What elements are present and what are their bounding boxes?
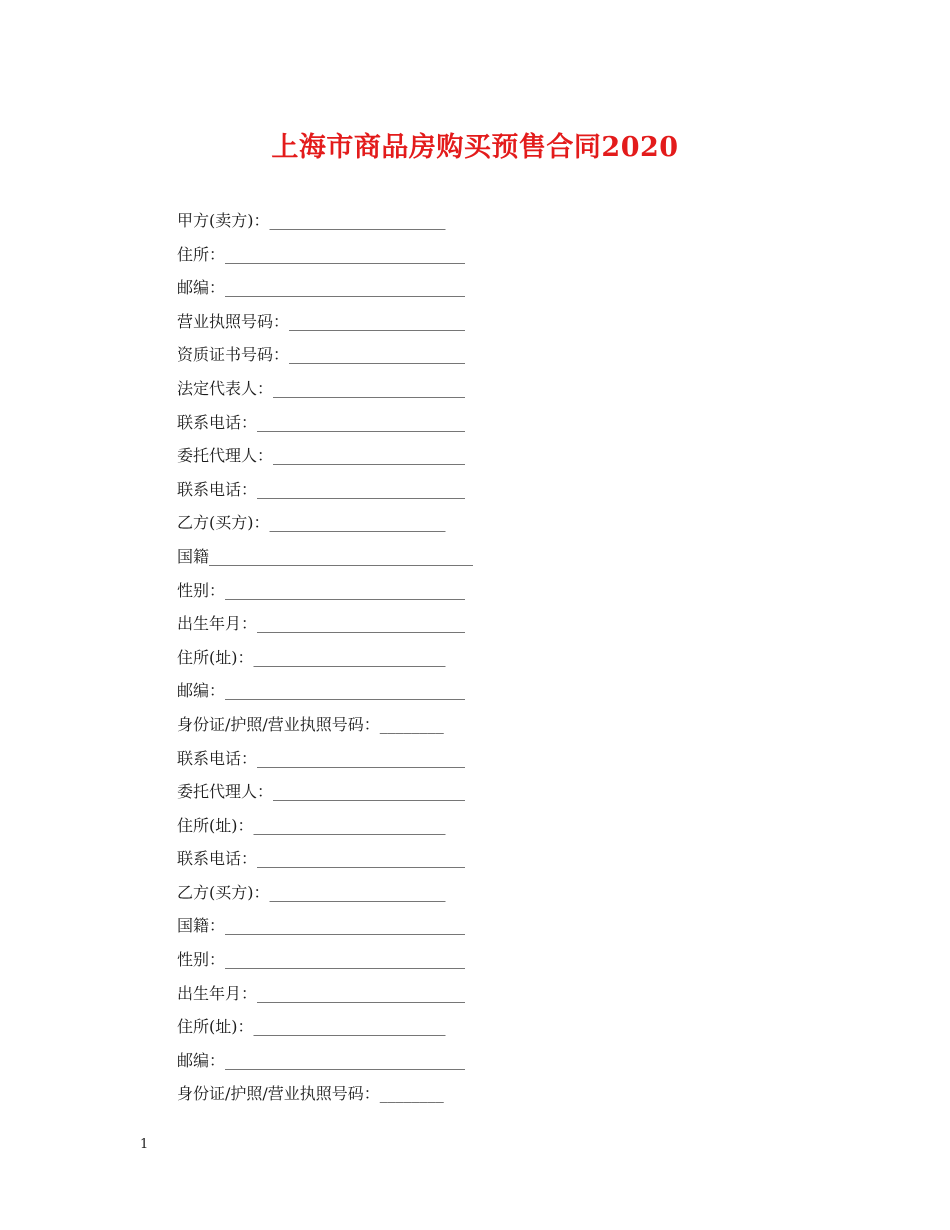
contract-party-form (177, 204, 737, 1111)
page-title: 上海市商品房购买预售合同2020 (271, 132, 679, 163)
fill-in-blank[interactable]: ________________________ (253, 815, 446, 835)
fill-in-blank[interactable]: ______________________ (289, 311, 466, 331)
form-field-row (177, 1010, 737, 1044)
fill-in-blank[interactable]: ________________________ (253, 1017, 446, 1037)
form-field-row (177, 372, 737, 406)
form-field-row (177, 742, 737, 776)
field-label: 联系电话： (177, 748, 258, 768)
form-field-row (177, 473, 737, 507)
field-label: 住所(址)： (177, 815, 254, 835)
field-label: 联系电话： (177, 849, 258, 869)
field-label: 乙方(买方)： (177, 882, 270, 902)
field-label: 联系电话： (177, 412, 258, 432)
form-field-row (177, 977, 737, 1011)
field-label: 营业执照号码： (177, 311, 290, 331)
field-label: 甲方(卖方)： (177, 211, 270, 230)
form-field-row (177, 305, 737, 339)
field-label: 委托代理人： (177, 782, 274, 802)
fill-in-blank[interactable]: ______________________ (269, 513, 446, 533)
field-label: 资质证书号码： (177, 345, 290, 365)
fill-in-blank[interactable]: ______________________________ (225, 916, 466, 936)
field-label: 住所(址)： (177, 1017, 254, 1037)
fill-in-blank[interactable]: _________________________________ (209, 546, 474, 566)
form-field-row (177, 674, 737, 708)
field-label: 性别： (177, 950, 226, 970)
fill-in-blank[interactable]: ______________________ (269, 211, 446, 230)
fill-in-blank[interactable]: ________________________ (273, 446, 466, 466)
field-label: 国籍： (177, 916, 226, 936)
fill-in-blank[interactable]: __________________________ (257, 748, 466, 768)
field-label: 身份证/护照/营业执照号码： (177, 714, 380, 734)
field-label: 联系电话： (177, 479, 258, 499)
field-label: 国籍 (177, 546, 210, 566)
fill-in-blank[interactable]: ______________________________ (225, 681, 466, 701)
form-field-row (177, 809, 737, 843)
form-field-row (177, 506, 737, 540)
form-field-row (177, 1077, 737, 1111)
field-label: 身份证/护照/营业执照号码： (177, 1084, 380, 1104)
fill-in-blank[interactable]: ______________________________ (225, 278, 466, 298)
fill-in-blank[interactable]: ______________________ (269, 882, 446, 902)
field-label: 邮编： (177, 1050, 226, 1070)
fill-in-blank[interactable]: __________________________ (257, 412, 466, 432)
page-number: 1 (140, 1137, 149, 1152)
field-label: 性别： (177, 580, 226, 600)
form-field-row (177, 540, 737, 574)
field-label: 委托代理人： (177, 446, 274, 466)
form-field-row (177, 439, 737, 473)
form-field-row (177, 876, 737, 910)
fill-in-blank[interactable]: ________ (379, 1084, 444, 1104)
form-field-row (177, 943, 737, 977)
field-label: 出生年月： (177, 983, 258, 1003)
form-field-row (177, 708, 737, 742)
form-field-row (177, 271, 737, 305)
form-field-row (177, 775, 737, 809)
form-field-row (177, 641, 737, 675)
fill-in-blank[interactable]: ______________________________ (225, 950, 466, 970)
field-label: 乙方(买方)： (177, 513, 270, 533)
field-label: 住所(址)： (177, 647, 254, 667)
form-field-row (177, 1044, 737, 1078)
field-label: 出生年月： (177, 614, 258, 634)
field-label: 邮编： (177, 278, 226, 298)
fill-in-blank[interactable]: ______________________ (289, 345, 466, 365)
field-label: 法定代表人： (177, 378, 274, 398)
fill-in-blank[interactable]: ______________________________ (225, 244, 466, 264)
fill-in-blank[interactable]: __________________________ (257, 479, 466, 499)
fill-in-blank[interactable]: ________________________ (273, 378, 466, 398)
form-field-row (177, 238, 737, 272)
form-field-row (177, 204, 737, 238)
form-field-row (177, 338, 737, 372)
fill-in-blank[interactable]: ______________________________ (225, 1050, 466, 1070)
fill-in-blank[interactable]: ________ (379, 714, 444, 734)
fill-in-blank[interactable]: ______________________________ (225, 580, 466, 600)
field-label: 住所： (177, 244, 226, 264)
form-field-row (177, 842, 737, 876)
form-field-row (177, 607, 737, 641)
form-field-row (177, 909, 737, 943)
fill-in-blank[interactable]: ________________________ (273, 782, 466, 802)
fill-in-blank[interactable]: ________________________ (253, 647, 446, 667)
fill-in-blank[interactable]: __________________________ (257, 614, 466, 634)
fill-in-blank[interactable]: __________________________ (257, 983, 466, 1003)
field-label: 邮编： (177, 681, 226, 701)
form-field-row (177, 406, 737, 440)
fill-in-blank[interactable]: __________________________ (257, 849, 466, 869)
form-field-row (177, 574, 737, 608)
